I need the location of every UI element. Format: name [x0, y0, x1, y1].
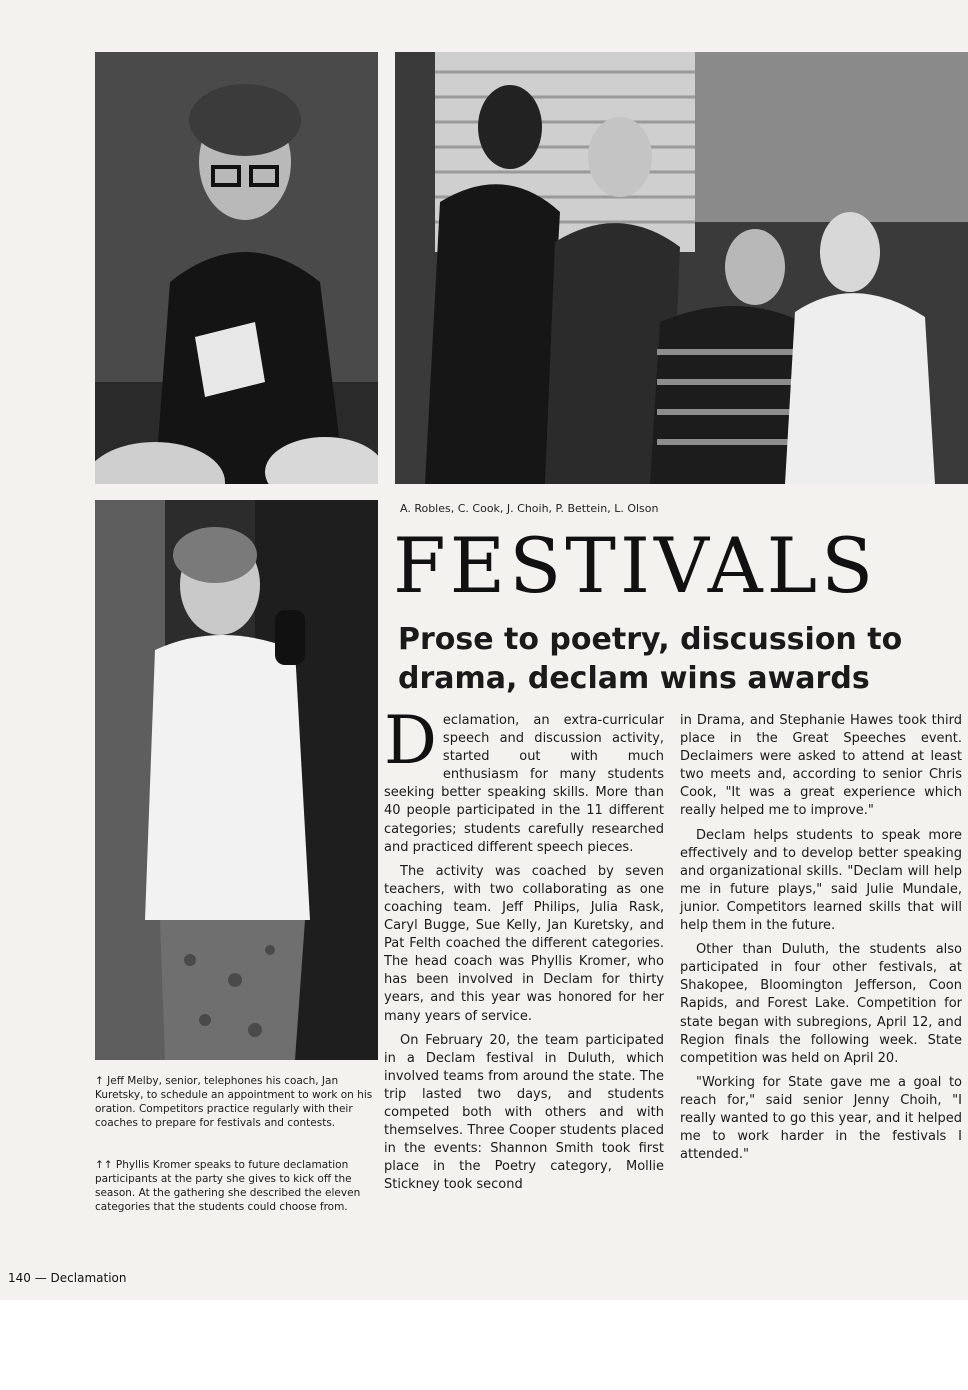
drop-cap: D	[384, 702, 437, 779]
article-paragraph: "Working for State gave me a goal to reach for," said senior Jenny Choih, "I really wanted to go this year, and it helped me to work harder in the festivals I attended."	[680, 1074, 962, 1163]
article-paragraph-text: eclamation, an extra-curricular speech and discussion activity, started out with much enthusiasm for many students seeking better speaking skills. More than 40 people participated in the 11 different categories; students carefully researched and practiced different speech pieces.	[384, 713, 664, 855]
article-column-1	[384, 702, 664, 1200]
caption-coach: ↑↑ Phyllis Kromer speaks to future declamation participants at the party she gives to kick off the season. At the gathering she described the eleven categories that the students could choose from.	[95, 1159, 361, 1213]
article-column-2	[680, 712, 962, 1170]
article-paragraph: in Drama, and Stephanie Hawes took third place in the Great Speeches event. Declaimers were asked to attend at least two meets and, according to senior Chris Cook, "It was a great experience which really helped me to improve."	[680, 713, 962, 819]
article-paragraph	[384, 702, 664, 857]
photo-coach-speaking	[95, 52, 378, 484]
subhead: Prose to poetry, discussion to drama, declam wins awards	[398, 622, 903, 696]
article-paragraph: The activity was coached by seven teachers, with two collaborating as one coaching team. Jeff Philips, Julia Rask, Caryl Bugge, Sue Kelly, Jan Kuretsky, and Pat Felth coached the different categories. The head coach was Phyllis Kromer, who has been involved in Declam for thirty years, and this year was honored for her many years of service.	[384, 863, 664, 1024]
caption-telephone: ↑ Jeff Melby, senior, telephones his coach, Jan Kuretsky, to schedule an appointment to work on his oration. Competitors practice regularly with their coaches to prepare for festivals and contests.	[95, 1075, 373, 1129]
article-paragraph: On February 20, the team participated in a Declam festival in Duluth, which involved teams from around the state. The trip lasted two days, and students competed both with others and with themselves. Three Cooper students placed in the events: Shannon Smith took first place in the Poetry category, Mollie Stickney took second	[384, 1032, 664, 1193]
photo-credit: A. Robles, C. Cook, J. Choih, P. Bettein, L. Olson	[400, 502, 659, 515]
article-paragraph: Other than Duluth, the students also participated in four other festivals, at Shakopee, Bloomington Jefferson, Coon Rapids, and Forest Lake. Competition for state began with subregions, April 12, and Region finals the following week. State competition was held on April 20.	[680, 942, 962, 1066]
article-paragraph: Declam helps students to speak more effectively and to develop better speaking and organizational skills. "Declam will help me in future plays," said Julie Mundale, junior. Competitors learned skills that will help them in the future.	[680, 827, 962, 934]
photo-student-telephone	[95, 500, 378, 1060]
photo-students-group	[395, 52, 968, 484]
page-folio: 140 — Declamation	[8, 1271, 127, 1285]
headline: FESTIVALS	[393, 521, 878, 610]
